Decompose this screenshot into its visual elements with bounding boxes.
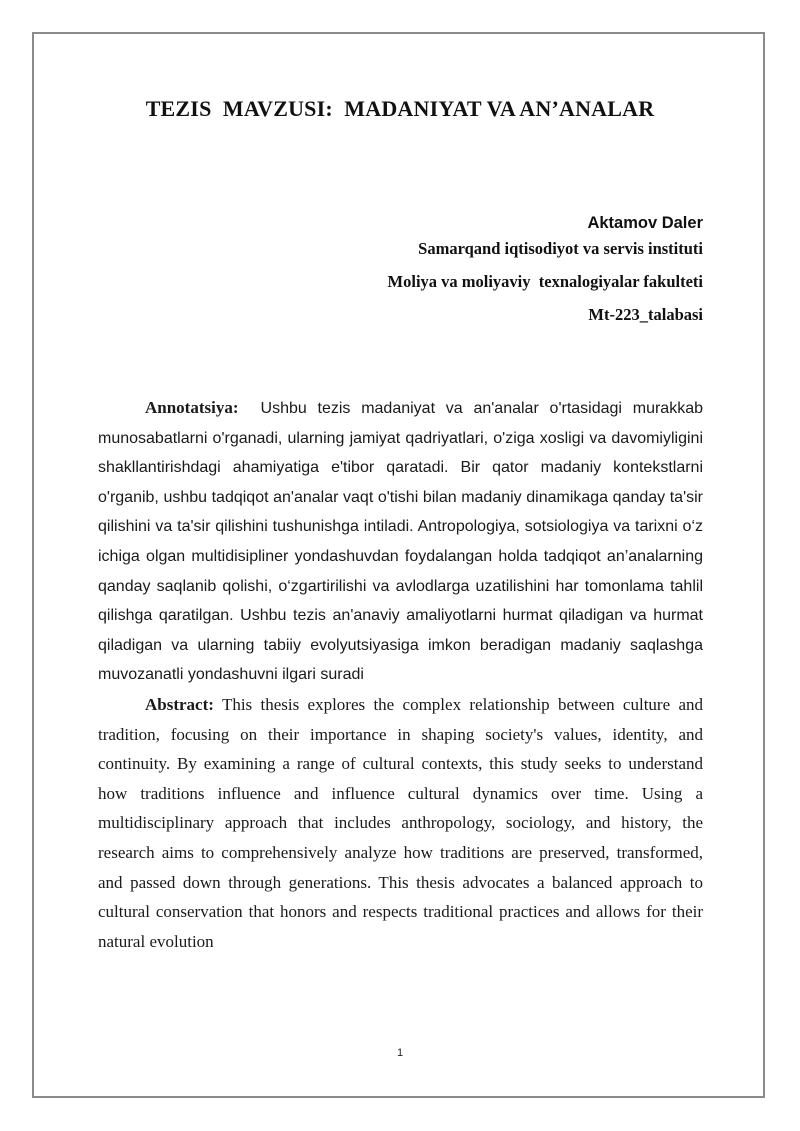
annotation-text: Ushbu tezis madaniyat va an'analar o'rtasidagi murakkab munosabatlarni o'rganadi, ularning jamiyat qadriyatlari, o'ziga xosligi va davomiyligini shakllantirishdagi ahamiyatiga e'tibor qaratadi. Bir qator madaniy kontekstlarni o'rganib, ushbu tadqiqot an'analar vaqt o'tishi bilan madaniy dinamikaga qanday ta'sir qilishini va ta'sir qilishini tushunishga intiladi. Antropologiya, sotsiologiya va tarixni o‘z ichiga olgan multidisipliner yondashuvdan foydalangan holda tadqiqot an’analarning qanday saqlanib qolishi, o‘zgartirilishi va avlodlarga uzatilishini har tomonlama tahlil qilishga qaratilgan. Ushbu tezis an'anaviy amaliyotlarni hurmat qiladigan va hurmat qiladigan va ularning tabiiy evolyutsiyasiga imkon beradigan madaniy saqlashga muvozanatli yondashuvni ilgari suradi [98,400,703,684]
body-text [98,393,703,956]
author-group: Mt-223_talabasi [588,305,703,324]
abstract-paragraph [98,690,703,956]
abstract-text: This thesis explores the complex relationship between culture and tradition, focusing on their importance in shaping society's values, identity, and continuity. By examining a range of cultural contexts, this study seeks to understand how traditions influence and influence cultural dynamics over time. Using a multidisciplinary approach that includes anthropology, sociology, and history, the research aims to comprehensively analyze how traditions are preserved, transformed, and passed down through generations. This thesis advocates a balanced approach to cultural conservation that honors and respects traditional practices and allows for their natural evolution [98,694,703,951]
author-faculty: Moliya va moliyaviy texnalogiyalar fakulteti [387,272,703,291]
page-number: 1 [396,1047,404,1059]
author-name: Aktamov Daler [587,214,703,232]
document-title: TEZIS MAVZUSI: MADANIYAT VA AN’ANALAR [145,96,655,121]
author-block [203,210,703,328]
abstract-label: Abstract: [145,694,214,714]
annotation-paragraph [98,393,703,690]
author-institution: Samarqand iqtisodiyot va servis instituti [418,239,703,258]
annotation-label: Annotatsiya: [145,398,239,417]
